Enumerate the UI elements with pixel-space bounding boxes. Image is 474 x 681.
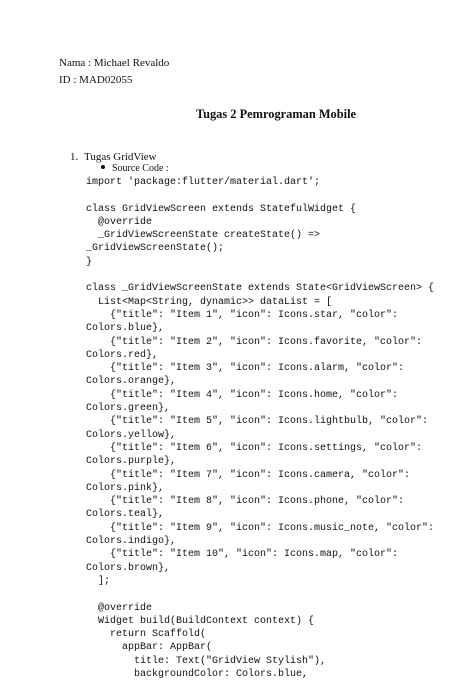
code-block bbox=[86, 176, 434, 681]
code-line: backgroundColor: Colors.blue, bbox=[86, 668, 309, 680]
code-line: Colors.green}, bbox=[86, 403, 171, 415]
code-line: Colors.red}, bbox=[86, 349, 159, 361]
code-line: Colors.purple}, bbox=[86, 456, 177, 468]
code-line: {"title": "Item 5", "icon": Icons.lightbulb, "color": bbox=[86, 416, 429, 428]
student-id: ID : MAD02055 bbox=[59, 74, 133, 86]
code-line: class GridViewScreen extends StatefulWidget { bbox=[86, 203, 357, 215]
code-line: {"title": "Item 9", "icon": Icons.music_note, "color": bbox=[86, 522, 435, 534]
bullet-text: Source Code : bbox=[112, 163, 169, 174]
code-line: _GridViewScreenState(); bbox=[86, 243, 225, 255]
code-line: import 'package:flutter/material.dart'; bbox=[86, 177, 321, 188]
code-line: title: Text("GridView Stylish"), bbox=[86, 655, 327, 667]
code-line: _GridViewScreenState createState() => bbox=[86, 230, 321, 242]
code-line: {"title": "Item 8", "icon": Icons.phone, "color": bbox=[86, 496, 405, 508]
code-line: Colors.indigo}, bbox=[86, 536, 177, 548]
code-line: Colors.pink}, bbox=[86, 482, 165, 494]
code-line: {"title": "Item 3", "icon": Icons.alarm, "color": bbox=[86, 363, 405, 375]
code-line bbox=[86, 588, 434, 601]
code-line bbox=[86, 269, 434, 282]
document-title: Tugas 2 Pemrograman Mobile bbox=[195, 107, 357, 121]
code-line: {"title": "Item 1", "icon": Icons.star, "color": bbox=[86, 309, 399, 321]
code-line bbox=[86, 189, 434, 202]
bullet-icon bbox=[101, 165, 105, 169]
section-number: 1. bbox=[70, 151, 79, 163]
code-line: @override bbox=[86, 602, 153, 614]
code-line: Colors.brown}, bbox=[86, 562, 171, 574]
code-line: List<Map<String, dynamic>> dataList = [ bbox=[86, 296, 333, 308]
bullet-item bbox=[101, 162, 169, 175]
code-line: {"title": "Item 6", "icon": Icons.settings, "color": bbox=[86, 442, 423, 454]
code-line: {"title": "Item 7", "icon": Icons.camera, "color": bbox=[86, 469, 411, 481]
code-line: Colors.teal}, bbox=[86, 509, 165, 521]
student-name: Nama : Michael Revaldo bbox=[59, 57, 170, 69]
code-line: @override bbox=[86, 216, 153, 228]
code-line: appBar: AppBar( bbox=[86, 642, 213, 654]
code-line: {"title": "Item 2", "icon": Icons.favorite, "color": bbox=[86, 336, 423, 348]
code-line: {"title": "Item 10", "icon": Icons.map, "color": bbox=[86, 549, 399, 561]
code-line: Colors.yellow}, bbox=[86, 429, 177, 441]
code-line: } bbox=[86, 256, 93, 268]
code-line: ]; bbox=[86, 575, 111, 587]
code-line: Colors.blue}, bbox=[86, 323, 165, 335]
section-heading-text: Tugas GridView bbox=[84, 151, 157, 163]
code-line: {"title": "Item 4", "icon": Icons.home, "color": bbox=[86, 389, 399, 401]
code-line: class _GridViewScreenState extends State<GridViewScreen> { bbox=[86, 283, 435, 295]
code-line: Colors.orange}, bbox=[86, 376, 177, 388]
code-line: return Scaffold( bbox=[86, 629, 207, 641]
code-line: Widget build(BuildContext context) { bbox=[86, 615, 315, 627]
